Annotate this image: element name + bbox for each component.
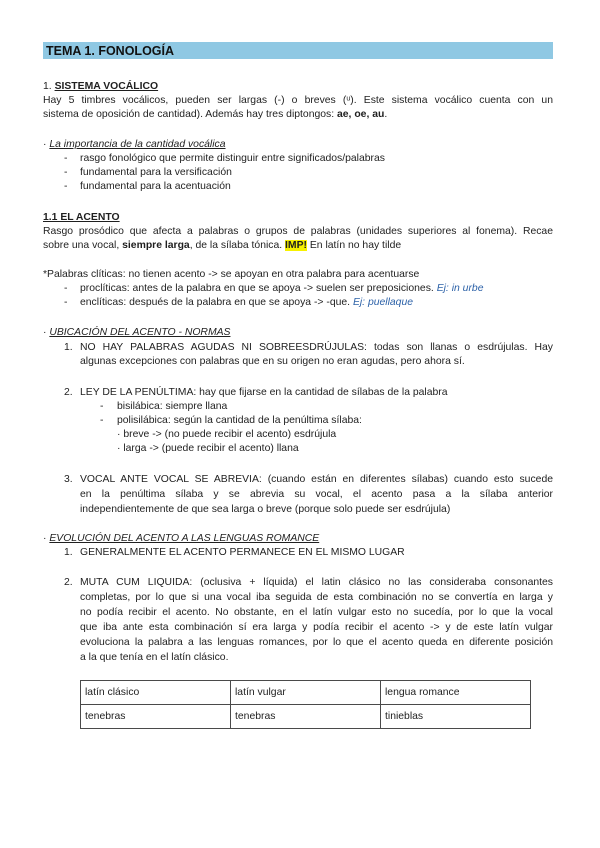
s1-line2: sistema de oposición de cantidad). Además hay tres diptongos: ae, oe, au. (43, 109, 388, 120)
ubicacion-heading: · UBICACIÓN DEL ACENTO - NORMAS (43, 327, 231, 338)
norma-2-line1: LEY DE LA PENÚLTIMA: hay que fijarse en la cantidad de sílabas de la palabra (80, 387, 448, 398)
table-cell: tinieblas (381, 705, 531, 729)
sistema-vocalico-heading: SISTEMA VOCÁLICO (54, 81, 159, 92)
list-number: 3. (64, 474, 73, 485)
table-header-cell: latín vulgar (231, 681, 381, 705)
acento-line2: sobre una vocal, siempre larga, de la sílaba tónica. IMP! En latín no hay tilde (43, 240, 402, 251)
procliticas: proclíticas: antes de la palabra en que se apoya -> suelen ser preposiciones. Ej: in urbe (80, 283, 484, 294)
s1-line1: Hay 5 timbres vocálicos, pueden ser largas (-) o breves (ᵘ). Este sistema vocálico cuenta con un (43, 95, 553, 106)
list-item-text: fundamental para la versificación (80, 167, 232, 178)
list-number: 2. (64, 387, 73, 398)
table-header-row (81, 681, 531, 705)
acento-line1: Rasgo prosódico que afecta a palabras o grupos de palabras (unidades superiores al fonema). Recae (43, 226, 553, 237)
section-1-heading: 1. SISTEMA VOCÁLICO (43, 81, 159, 92)
evolucion-2-line5: evoluciona la palabra a las lenguas romances, por lo que el acento queda en diferente posición (80, 637, 553, 648)
table-header-cell: lengua romance (381, 681, 531, 705)
norma-2-sub1: bisilábica: siempre llana (117, 401, 228, 412)
evolucion-1: GENERALMENTE EL ACENTO PERMANECE EN EL MISMO LUGAR (80, 547, 405, 558)
table-row (81, 705, 531, 729)
norma-2-sub2a: · breve -> (no puede recibir el acento) esdrújula (117, 429, 337, 440)
norma-2-sub2b: · larga -> (puede recibir el acento) llana (117, 443, 299, 454)
list-item: - (64, 167, 68, 178)
importancia-heading: · La importancia de la cantidad vocálica (43, 139, 226, 150)
imp-highlight: IMP! (285, 240, 307, 251)
table-header-cell: latín clásico (81, 681, 231, 705)
list-item: - (64, 181, 68, 192)
acento-heading: 1.1 EL ACENTO (43, 212, 120, 223)
comparison-table (80, 680, 531, 729)
evolucion-2-line1: MUTA CUM LIQUIDA: (oclusiva + líquida) el latin clásico no las consideraba consonantes (80, 577, 553, 588)
norma-1-line2: algunas excepciones con palabras que en su origen no eran agudas, pero ahora sí. (80, 356, 465, 367)
norma-3-line3: independientemente de que sea larga o breve (porque solo puede ser esdrújula) (80, 504, 451, 515)
list-item: - (100, 401, 104, 412)
evolucion-2-line3: no podía recibir el acento. No obstante, en el latín vulgar esto no sucedía, por lo que la vocal (80, 607, 553, 618)
norma-3-line1: VOCAL ANTE VOCAL SE ABREVIA: (cuando están en diferentes sílabas) cuando esto sucede (80, 474, 553, 485)
list-item: - (64, 297, 68, 308)
list-number: 2. (64, 577, 73, 588)
list-item-text: rasgo fonológico que permite distinguir entre significados/palabras (80, 153, 385, 164)
list-item: - (64, 283, 68, 294)
list-number: 1. (64, 547, 73, 558)
norma-1-line1: NO HAY PALABRAS AGUDAS NI SOBREESDRÚJULAS: todas son llanas o esdrújulas. Hay (80, 342, 553, 353)
evolucion-heading: · EVOLUCIÓN DEL ACENTO A LAS LENGUAS ROMANCE (43, 533, 320, 544)
list-item: - (100, 415, 104, 426)
evolucion-2-line4: que iba ante esta combinación sí era larga y podía recibir el acento -> y de este latín vulgar (80, 622, 553, 633)
list-number: 1. (64, 342, 73, 353)
evolucion-2-line2: completas, por lo que si una vocal iba seguida de esta combinación no se convertía en larga y (80, 592, 553, 603)
evolucion-2-line6: a la que tenía en el latín clásico. (80, 652, 229, 663)
list-item-text: fundamental para la acentuación (80, 181, 231, 192)
encliticas: enclíticas: después de la palabra en que se apoya -> -que. Ej: puellaque (80, 297, 414, 308)
page-title: TEMA 1. FONOLOGÍA (46, 44, 175, 58)
table-cell: tenebras (81, 705, 231, 729)
norma-2-sub2: polisilábica: según la cantidad de la penúltima sílaba: (117, 415, 362, 426)
table-cell: tenebras (231, 705, 381, 729)
cliticas-intro: *Palabras clíticas: no tienen acento -> se apoyan en otra palabra para acentuarse (43, 269, 420, 280)
norma-3-line2: en la penúltima sílaba y se abrevia su vocal, el acento pasa a la sílaba anterior (80, 489, 553, 500)
list-item: - (64, 153, 68, 164)
